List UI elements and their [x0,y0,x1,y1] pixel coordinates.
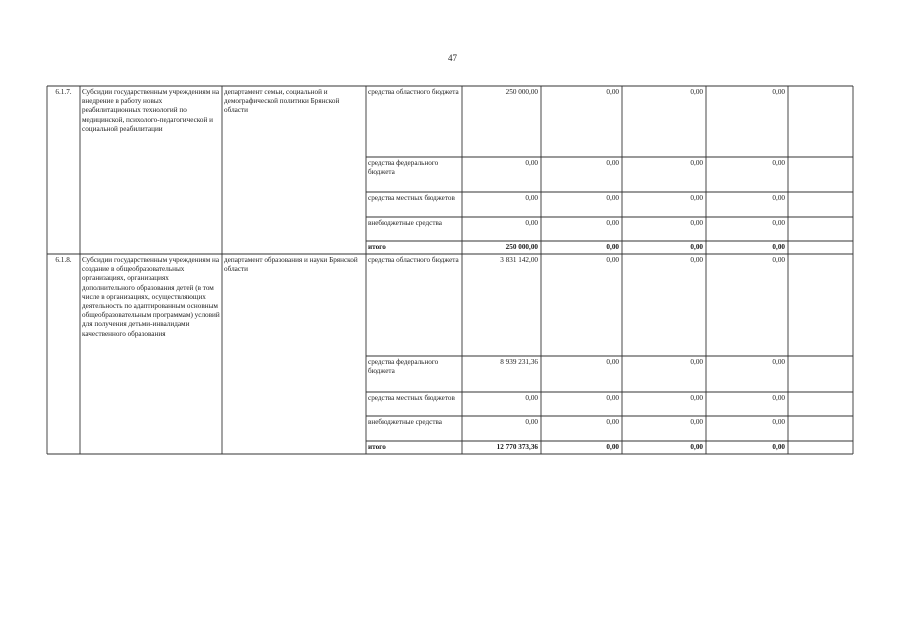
source-label: средства областного бюджета [368,88,459,96]
value-cell: 0,00 [772,88,785,96]
source-label: внебюджетные средства [368,219,442,227]
page-number: 47 [448,53,457,63]
source-label: средства федерального бюджета [368,159,439,177]
row-name: Субсидии государственным учреждениям на внедрение в работу новых реабилитационных технологий по медицинской, психолого-педагогической и социальной реабилитации [82,88,220,133]
value-cell: 3 831 142,00 [500,256,538,264]
total-cell: 12 770 373,36 [496,443,538,451]
total-label: итого [368,443,386,451]
value-cell: 0,00 [690,88,703,96]
total-cell: 0,00 [690,443,703,451]
value-cell: 0,00 [690,219,703,227]
value-cell: 0,00 [690,194,703,202]
value-cell: 8 939 231,36 [500,358,538,366]
total-cell: 0,00 [606,243,619,251]
value-cell: 0,00 [772,256,785,264]
value-cell: 0,00 [525,418,538,426]
value-cell: 0,00 [772,219,785,227]
source-label: средства федерального бюджета [368,358,439,376]
value-cell: 0,00 [690,159,703,167]
source-label: средства областного бюджета [368,256,459,264]
row-name: Субсидии государственным учреждениям на создание в общеобразовательных организациях, организациях дополнительного образования детей (в том числе в организациях, осуществляющих деятельность по адаптированным основным общеобразовательным программам) условий для получения детьми-инвалидами качественного образования [82,256,220,338]
value-cell: 0,00 [772,194,785,202]
value-cell: 0,00 [690,256,703,264]
value-cell: 0,00 [606,159,619,167]
total-cell: 250 000,00 [505,243,538,251]
source-label: внебюджетные средства [368,418,442,426]
row-department: департамент образования и науки Брянской области [224,256,358,274]
source-label: средства местных бюджетов [368,194,455,202]
source-label: средства местных бюджетов [368,394,455,402]
value-cell: 0,00 [525,194,538,202]
total-cell: 0,00 [772,443,785,451]
row-code: 6.1.7. [55,88,72,96]
total-label: итого [368,243,386,251]
value-cell: 250 000,00 [505,88,538,96]
value-cell: 0,00 [690,358,703,366]
value-cell: 0,00 [772,394,785,402]
total-cell: 0,00 [690,243,703,251]
total-cell: 0,00 [772,243,785,251]
value-cell: 0,00 [606,219,619,227]
value-cell: 0,00 [525,159,538,167]
value-cell: 0,00 [772,358,785,366]
value-cell: 0,00 [606,394,619,402]
value-cell: 0,00 [606,256,619,264]
total-cell: 0,00 [606,443,619,451]
value-cell: 0,00 [525,394,538,402]
value-cell: 0,00 [525,219,538,227]
value-cell: 0,00 [772,159,785,167]
value-cell: 0,00 [606,194,619,202]
value-cell: 0,00 [606,88,619,96]
row-department: департамент семьи, социальной и демографической политики Брянской области [224,88,340,115]
value-cell: 0,00 [690,394,703,402]
row-code: 6.1.8. [55,256,72,264]
value-cell: 0,00 [772,418,785,426]
value-cell: 0,00 [690,418,703,426]
value-cell: 0,00 [606,358,619,366]
value-cell: 0,00 [606,418,619,426]
